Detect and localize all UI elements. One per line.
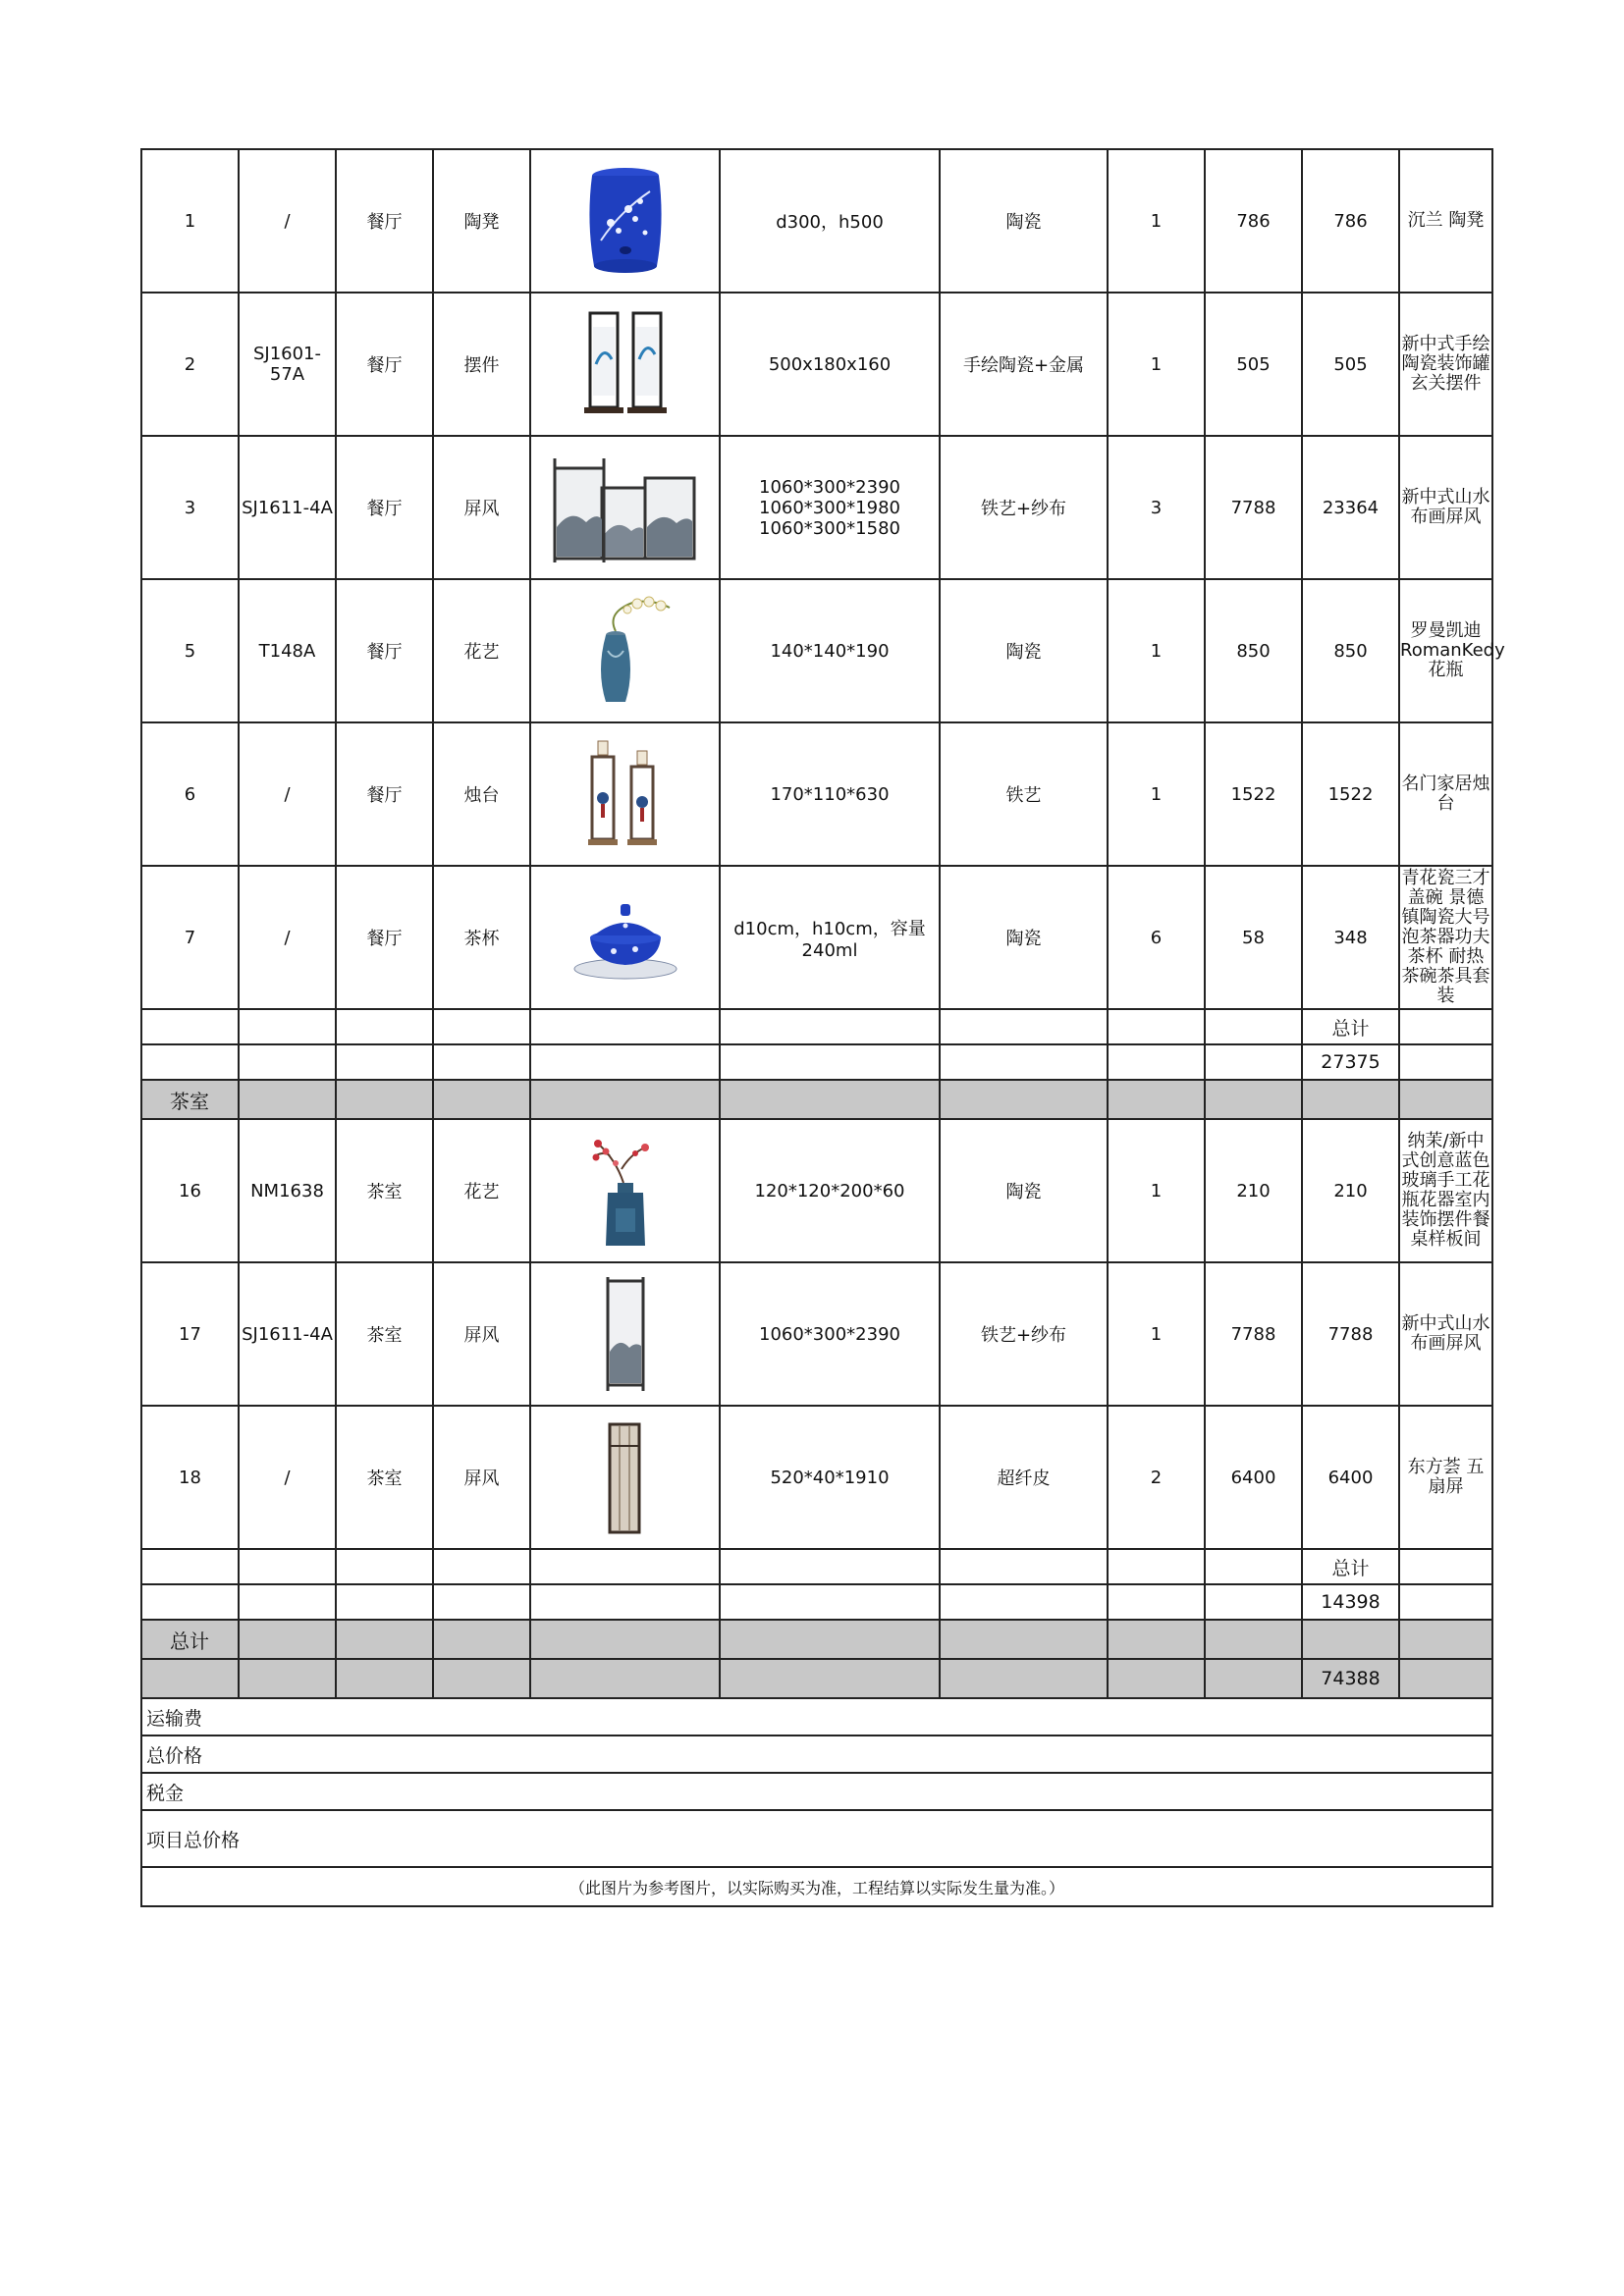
item-unit-price: 7788 [1205, 436, 1302, 579]
item-material: 铁艺 [940, 722, 1108, 866]
item-unit-price: 505 [1205, 293, 1302, 436]
item-unit-price: 7788 [1205, 1262, 1302, 1406]
item-unit-price: 6400 [1205, 1406, 1302, 1549]
table-row [141, 436, 1492, 579]
item-material: 超纤皮 [940, 1406, 1108, 1549]
plum-blossom-vase-image [576, 1130, 675, 1253]
grand-total-value-row [141, 1659, 1492, 1698]
item-no: 3 [141, 436, 239, 579]
item-no: 17 [141, 1262, 239, 1406]
item-no: 7 [141, 866, 239, 1009]
item-total: 348 [1302, 866, 1399, 1009]
item-code: T148A [239, 579, 336, 722]
table-row [141, 866, 1492, 1009]
item-room: 餐厅 [336, 293, 433, 436]
item-total: 6400 [1302, 1406, 1399, 1549]
item-total: 1522 [1302, 722, 1399, 866]
lidded-teacup-image [567, 888, 684, 987]
candle-holders-image [576, 735, 675, 853]
item-qty: 1 [1108, 1262, 1205, 1406]
item-total: 210 [1302, 1119, 1399, 1262]
item-image [530, 1119, 720, 1262]
item-no: 6 [141, 722, 239, 866]
item-qty: 3 [1108, 436, 1205, 579]
table-row [141, 293, 1492, 436]
grand-total-label: 总计 [141, 1620, 239, 1659]
tax-label: 税金 [141, 1773, 1492, 1810]
note-row [141, 1867, 1492, 1906]
item-size: 500x180x160 [720, 293, 940, 436]
item-name: 烛台 [433, 722, 530, 866]
item-code: / [239, 866, 336, 1009]
subtotal-label: 总计 [1302, 1009, 1399, 1044]
item-total: 505 [1302, 293, 1399, 436]
shipping-row [141, 1698, 1492, 1735]
project-total-label: 项目总价格 [141, 1810, 1492, 1867]
item-room: 餐厅 [336, 579, 433, 722]
shipping-label: 运输费 [141, 1698, 1492, 1735]
item-code: / [239, 722, 336, 866]
orchid-vase-image [576, 592, 675, 710]
item-size: 140*140*190 [720, 579, 940, 722]
item-image [530, 1262, 720, 1406]
item-size-line: 1060*300*1580 [759, 517, 900, 539]
item-total: 23364 [1302, 436, 1399, 579]
item-size: 520*40*1910 [720, 1406, 940, 1549]
item-name: 屏风 [433, 1406, 530, 1549]
table-row [141, 1406, 1492, 1549]
item-room: 茶室 [336, 1119, 433, 1262]
item-qty: 1 [1108, 579, 1205, 722]
item-unit-price: 1522 [1205, 722, 1302, 866]
item-size: d10cm，h10cm，容量240ml [720, 866, 940, 1009]
item-qty: 6 [1108, 866, 1205, 1009]
subtotal-value: 27375 [1302, 1044, 1399, 1080]
folding-panel-screen-image [596, 1416, 655, 1539]
item-material: 陶瓷 [940, 149, 1108, 293]
item-desc: 罗曼凯迪RomanKedy花瓶 [1399, 579, 1492, 722]
item-room: 茶室 [336, 1406, 433, 1549]
item-desc: 新中式山水布画屏风 [1399, 436, 1492, 579]
subtotal-label: 总计 [1302, 1549, 1399, 1584]
item-name: 茶杯 [433, 866, 530, 1009]
table-row [141, 722, 1492, 866]
section-title: 茶室 [141, 1080, 239, 1119]
item-material: 陶瓷 [940, 579, 1108, 722]
item-qty: 1 [1108, 293, 1205, 436]
item-code: SJ1611-4A [239, 436, 336, 579]
item-desc: 纳茉/新中式创意蓝色玻璃手工花瓶花器室内装饰摆件餐桌样板间 [1399, 1119, 1492, 1262]
item-room: 餐厅 [336, 149, 433, 293]
table-row [141, 1119, 1492, 1262]
item-desc: 沉兰 陶凳 [1399, 149, 1492, 293]
item-total: 786 [1302, 149, 1399, 293]
item-unit-price: 786 [1205, 149, 1302, 293]
table-row [141, 1262, 1492, 1406]
item-no: 16 [141, 1119, 239, 1262]
ceramic-lantern-pair-image [576, 305, 675, 423]
item-image [530, 293, 720, 436]
item-image [530, 1406, 720, 1549]
item-code: / [239, 149, 336, 293]
item-code: / [239, 1406, 336, 1549]
section-header-row [141, 1080, 1492, 1119]
item-size: 1060*300*2390 [720, 1262, 940, 1406]
item-no: 5 [141, 579, 239, 722]
item-material: 陶瓷 [940, 866, 1108, 1009]
item-no: 18 [141, 1406, 239, 1549]
item-image [530, 149, 720, 293]
item-name: 陶凳 [433, 149, 530, 293]
item-code: SJ1611-4A [239, 1262, 336, 1406]
item-total: 850 [1302, 579, 1399, 722]
item-desc: 东方荟 五扇屏 [1399, 1406, 1492, 1549]
item-room: 餐厅 [336, 866, 433, 1009]
item-image [530, 579, 720, 722]
item-material: 陶瓷 [940, 1119, 1108, 1262]
subtotal-value-row [141, 1044, 1492, 1080]
item-total: 7788 [1302, 1262, 1399, 1406]
disclaimer-note: （此图片为参考图片，以实际购买为准，工程结算以实际发生量为准。） [141, 1867, 1492, 1906]
item-room: 餐厅 [336, 722, 433, 866]
item-material: 铁艺+纱布 [940, 1262, 1108, 1406]
item-unit-price: 58 [1205, 866, 1302, 1009]
subtotal-value: 14398 [1302, 1584, 1399, 1620]
item-material: 手绘陶瓷+金属 [940, 293, 1108, 436]
total-price-label: 总价格 [141, 1735, 1492, 1773]
item-room: 餐厅 [336, 436, 433, 579]
item-desc: 名门家居烛台 [1399, 722, 1492, 866]
item-image [530, 436, 720, 579]
table-row [141, 579, 1492, 722]
blue-ceramic-stool-image [581, 162, 670, 280]
item-name: 花艺 [433, 579, 530, 722]
item-size [720, 436, 940, 579]
item-image [530, 722, 720, 866]
item-no: 1 [141, 149, 239, 293]
quotation-table [140, 148, 1505, 1907]
item-unit-price: 210 [1205, 1119, 1302, 1262]
item-name: 花艺 [433, 1119, 530, 1262]
item-size: d300，h500 [720, 149, 940, 293]
item-code: SJ1601-57A [239, 293, 336, 436]
item-name: 摆件 [433, 293, 530, 436]
item-desc: 新中式手绘陶瓷装饰罐玄关摆件 [1399, 293, 1492, 436]
grand-total-value: 74388 [1302, 1659, 1399, 1698]
item-room: 茶室 [336, 1262, 433, 1406]
item-code: NM1638 [239, 1119, 336, 1262]
item-qty: 1 [1108, 722, 1205, 866]
item-size: 170*110*630 [720, 722, 940, 866]
subtotal-label-row [141, 1009, 1492, 1044]
tax-row [141, 1773, 1492, 1810]
table-row [141, 149, 1492, 293]
single-landscape-screen-image [586, 1273, 665, 1396]
item-desc: 青花瓷三才盖碗 景德镇陶瓷大号泡茶器功夫茶杯 耐热茶碗茶具套装 [1399, 866, 1492, 1009]
project-total-row [141, 1810, 1492, 1867]
item-unit-price: 850 [1205, 579, 1302, 722]
item-image [530, 866, 720, 1009]
item-no: 2 [141, 293, 239, 436]
item-size-line: 1060*300*1980 [759, 497, 900, 518]
landscape-screen-set-image [547, 449, 704, 566]
item-qty: 2 [1108, 1406, 1205, 1549]
item-qty: 1 [1108, 1119, 1205, 1262]
item-size-line: 1060*300*2390 [759, 476, 900, 498]
subtotal-label-row [141, 1549, 1492, 1584]
item-material: 铁艺+纱布 [940, 436, 1108, 579]
item-name: 屏风 [433, 436, 530, 579]
item-qty: 1 [1108, 149, 1205, 293]
item-name: 屏风 [433, 1262, 530, 1406]
total-price-row [141, 1735, 1492, 1773]
grand-total-label-row [141, 1620, 1492, 1659]
item-size: 120*120*200*60 [720, 1119, 940, 1262]
subtotal-value-row [141, 1584, 1492, 1620]
item-desc: 新中式山水布画屏风 [1399, 1262, 1492, 1406]
